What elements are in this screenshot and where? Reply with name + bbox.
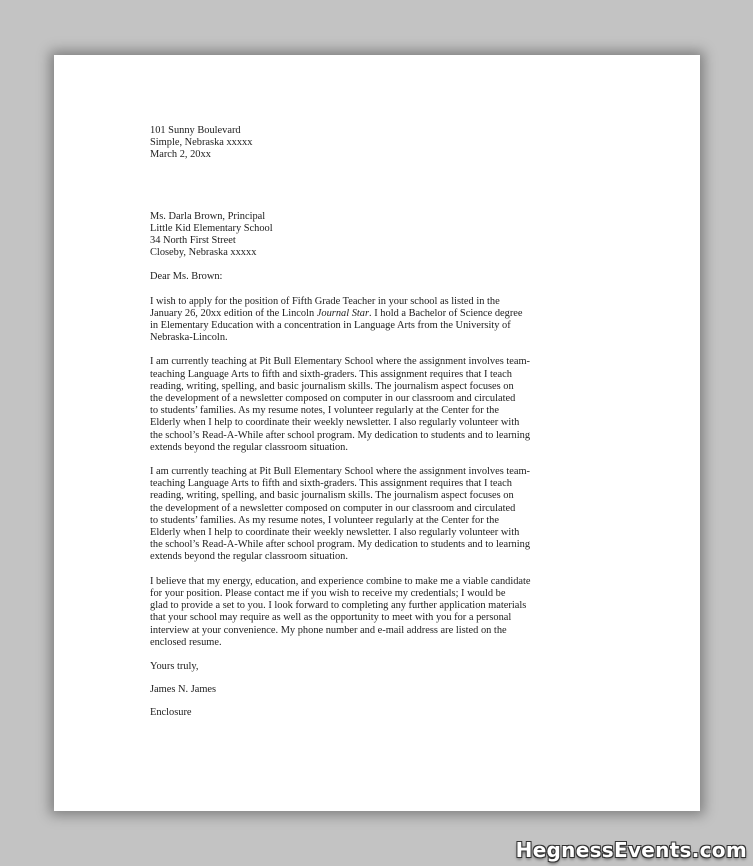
paragraph-2-line: I am currently teaching at Pit Bull Elementary School where the assignment involves team- — [150, 356, 531, 368]
recipient-school: Little Kid Elementary School — [150, 222, 273, 234]
signature — [150, 684, 560, 696]
paragraph-3-line: reading, writing, spelling, and basic journalism skills. The journalism aspect focuses on — [150, 490, 514, 502]
sender-city: Simple, Nebraska xxxxx — [150, 137, 253, 149]
salutation — [150, 271, 560, 283]
paragraph-3-line: the school’s Read-A-While after school program. My dedication to students and to learning — [150, 539, 531, 551]
signature-name: James N. James — [150, 684, 217, 696]
letter-date: March 2, 20xx — [150, 149, 211, 161]
newspaper-title: Journal Star — [316, 307, 370, 319]
closing-text: Yours truly, — [150, 660, 199, 672]
paragraph-4-line: for your position. Please contact me if you wish to receive my credentials; I would be — [150, 587, 506, 599]
paragraph-2-line: Elderly when I help to coordinate their weekly newsletter. I also regularly volunteer with — [150, 417, 520, 429]
recipient-street: 34 North First Street — [150, 235, 236, 247]
paragraph-3-line: teaching Language Arts to fifth and sixth-graders. This assignment requires that I teach — [150, 478, 512, 490]
recipient-name: Ms. Darla Brown, Principal — [150, 210, 266, 222]
paragraph-2-line: reading, writing, spelling, and basic journalism skills. The journalism aspect focuses on — [150, 380, 514, 392]
document-page — [54, 55, 700, 811]
paragraph-4 — [150, 576, 560, 649]
paragraph-1 — [150, 296, 560, 345]
paragraph-4-line: I believe that my energy, education, and experience combine to make me a viable candidate — [150, 575, 531, 587]
paragraph-1-text: January 26, 20xx edition of the Lincoln — [150, 307, 317, 319]
enclosure — [150, 707, 560, 719]
paragraph-4-line: glad to provide a set to you. I look forward to completing any further application materials — [150, 600, 527, 612]
closing — [150, 661, 560, 673]
salutation-text: Dear Ms. Brown: — [150, 271, 223, 283]
paragraph-3-line: Elderly when I help to coordinate their weekly newsletter. I also regularly volunteer with — [150, 527, 520, 539]
paragraph-4-line: enclosed resume. — [150, 636, 222, 648]
paragraph-3-line: to students’ families. As my resume notes, I volunteer regularly at the Center for the — [150, 514, 499, 526]
paragraph-3-line: the development of a newsletter composed on computer in our classroom and circulated — [150, 502, 516, 514]
paragraph-3-line: extends beyond the regular classroom situation. — [150, 551, 348, 563]
enclosure-text: Enclosure — [150, 707, 192, 719]
paragraph-2-line: teaching Language Arts to fifth and sixth-graders. This assignment requires that I teach — [150, 368, 512, 380]
paragraph-2-line: the school’s Read-A-While after school program. My dedication to students and to learning — [150, 429, 531, 441]
paragraph-4-line: interview at your convenience. My phone number and e-mail address are listed on the — [150, 624, 507, 636]
paragraph-3 — [150, 466, 560, 564]
paragraph-1-line: I wish to apply for the position of Fifth Grade Teacher in your school as listed in the — [150, 295, 500, 307]
sender-address — [150, 125, 560, 162]
paragraph-2 — [150, 356, 560, 454]
paragraph-4-line: that your school may require as well as the opportunity to meet with you for a personal — [150, 612, 512, 624]
paragraph-2-line: the development of a newsletter composed on computer in our classroom and circulated — [150, 393, 516, 405]
paragraph-2-line: extends beyond the regular classroom situation. — [150, 441, 348, 453]
paragraph-2-line: to students’ families. As my resume notes, I volunteer regularly at the Center for the — [150, 405, 499, 417]
paragraph-3-line: I am currently teaching at Pit Bull Elementary School where the assignment involves team- — [150, 466, 531, 478]
recipient-address — [150, 211, 560, 260]
paragraph-1-text: . I hold a Bachelor of Science degree — [369, 307, 523, 319]
paragraph-1-line — [150, 308, 560, 320]
site-watermark: HegnessEvents.com — [515, 838, 747, 862]
cover-letter — [150, 125, 560, 720]
paragraph-1-line: Nebraska-Lincoln. — [150, 332, 228, 344]
sender-street: 101 Sunny Boulevard — [150, 125, 241, 136]
paragraph-1-line: in Elementary Education with a concentration in Language Arts from the University of — [150, 320, 511, 332]
recipient-city: Closeby, Nebraska xxxxx — [150, 247, 257, 259]
